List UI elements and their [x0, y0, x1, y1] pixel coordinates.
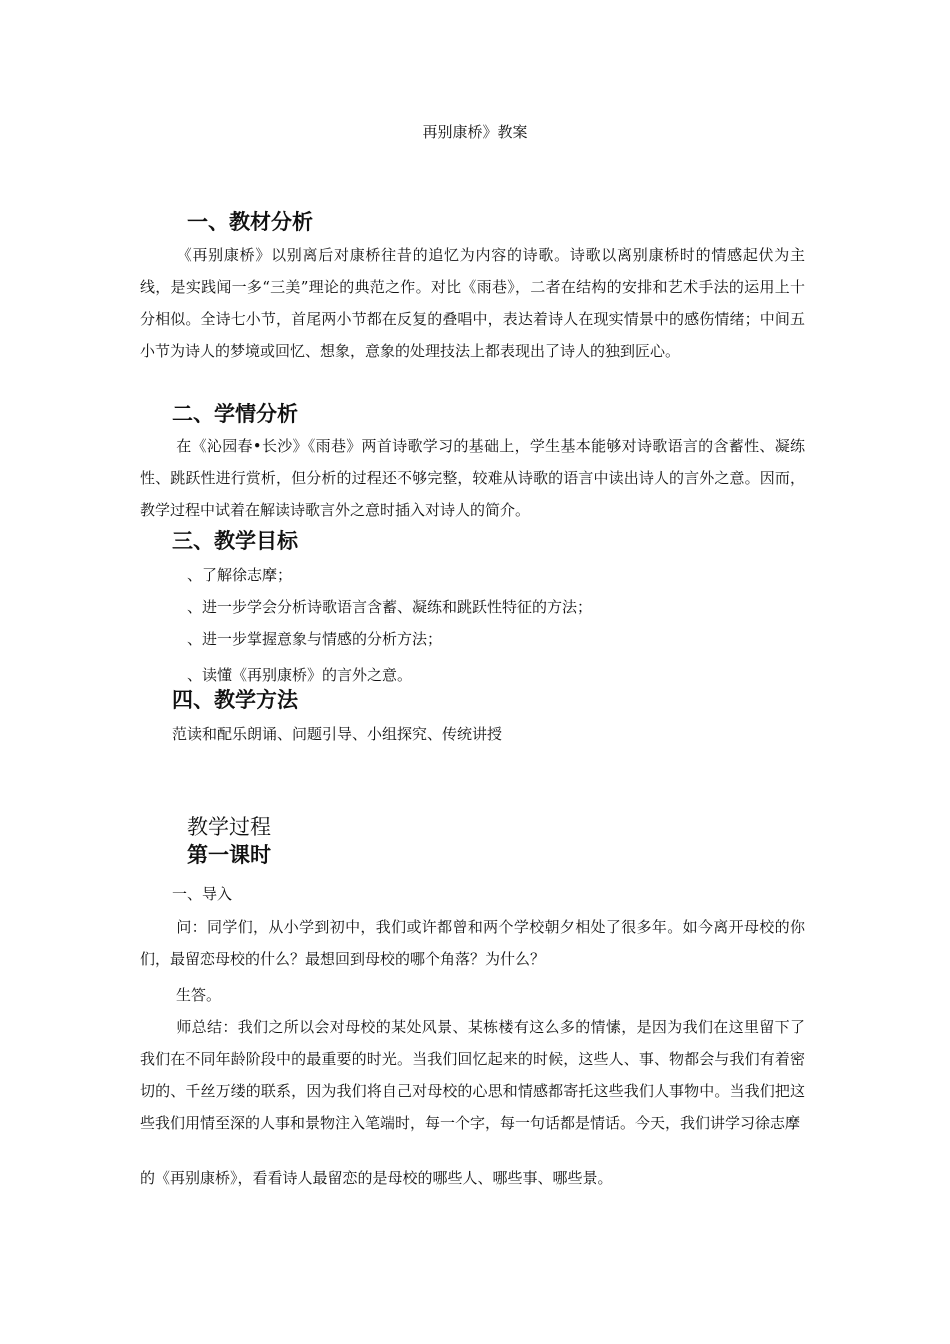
- document-title: 再别康桥》教案: [422, 123, 528, 141]
- heading-textbook-analysis: 一、教材分析: [187, 210, 313, 234]
- teaching-methods-text: 范读和配乐朗诵、问题引导、小组探究、传统讲授: [172, 725, 503, 743]
- answer-text: 生答。: [176, 986, 222, 1004]
- step-intro: 一、导入: [172, 885, 233, 903]
- summary-text: 师总结：我们之所以会对母校的某处风景、某栋楼有这么多的情愫，是因为我们在这里留下了我们在不同年龄阶段中的最重要的时光。当我们回忆起来的时候，这些人、事、物都会与我们有着密切的、千丝万缕的联系，因为我们将自己对母校的心思和情感都寄托这些我们人事物中。当我们把这些我们用情至深的人事和景物注入笔端时，每一个字，每一句话都是情话。今天，我们讲学习徐志摩: [140, 1018, 805, 1132]
- student-analysis-text: 在《沁园春•长沙》《雨巷》两首诗歌学习的基础上，学生基本能够对诗歌语言的含蓄性、凝练性、跳跃性进行赏析，但分析的过程还不够完整，较难从诗歌的语言中读出诗人的言外之意。因而，教学过程中试着在解读诗歌言外之意时插入对诗人的简介。: [140, 437, 805, 519]
- question-text: 问：同学们，从小学到初中，我们或许都曾和两个学校朝夕相处了很多年。如今离开母校的你们，最留恋母校的什么？最想回到母校的哪个角落？为什么？: [140, 918, 805, 968]
- heading-student-analysis: 二、学情分析: [172, 402, 298, 426]
- process-title: 教学过程: [187, 815, 271, 839]
- question-paragraph: [140, 911, 805, 975]
- goal-item: 、进一步掌握意象与情感的分析方法；: [187, 630, 443, 648]
- goal-item: 、进一步学会分析诗歌语言含蓄、凝练和跳跃性特征的方法；: [187, 598, 593, 616]
- goal-item: 、了解徐志摩；: [187, 566, 293, 584]
- goal-item: 、读懂《再别康桥》的言外之意。: [187, 666, 413, 684]
- lesson-title: 第一课时: [187, 843, 271, 867]
- summary-tail-text: 的《再别康桥》，看看诗人最留恋的是母校的哪些人、哪些事、哪些景。: [140, 1169, 613, 1187]
- heading-teaching-goals: 三、教学目标: [172, 529, 298, 553]
- heading-teaching-methods: 四、教学方法: [172, 688, 298, 712]
- textbook-analysis-text: 《再别康桥》以别离后对康桥往昔的追忆为内容的诗歌。诗歌以离别康桥时的情感起伏为主线，是实践闻一多“三美”理论的典范之作。对比《雨巷》，二者在结构的安排和艺术手法的运用上十分相似。全诗七小节，首尾两小节都在反复的叠唱中，表达着诗人在现实情景中的感伤情绪；中间五小节为诗人的梦境或回忆、想象，意象的处理技法上都表现出了诗人的独到匠心。: [140, 246, 805, 360]
- textbook-analysis-paragraph: [140, 239, 805, 367]
- student-analysis-paragraph: [140, 430, 805, 526]
- summary-paragraph: [140, 1011, 805, 1139]
